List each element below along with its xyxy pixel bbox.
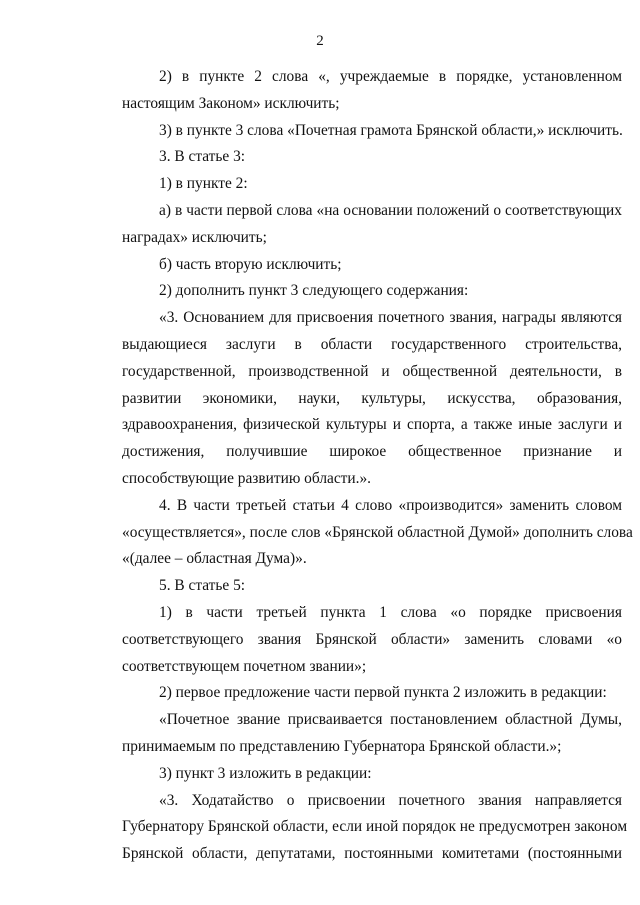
text-line: принимаемым по представлению Губернатора Брянской области.»;: [122, 737, 562, 755]
text-line: а) в части первой слова «на основании положений о соответствующих: [159, 201, 622, 219]
text-line: «3. Основанием для присвоения почетного звания, награды являются: [159, 309, 622, 327]
text-line: здравоохранения, физической культуры и спорта, а также иные заслуги и: [122, 416, 622, 434]
text-line: б) часть вторую исключить;: [159, 255, 342, 273]
text-line: 3) пункт 3 изложить в редакции:: [159, 764, 372, 782]
text-line: 5. В статье 5:: [159, 577, 246, 595]
text-line: Брянской области, депутатами, постоянными комитетами (постоянными: [122, 845, 622, 863]
text-line: 1) в пункте 2:: [159, 175, 248, 193]
text-line: государственной, производственной и общественной деятельности, в: [122, 362, 622, 380]
page-number: 2: [316, 33, 324, 49]
text-line: 3. В статье 3:: [159, 148, 246, 166]
text-line: соответствующем почетном звании»;: [122, 657, 367, 675]
text-line: Губернатору Брянской области, если иной порядок не предусмотрен законом: [122, 818, 628, 836]
text-line: 2) в пункте 2 слова «, учреждаемые в порядке, установленном: [159, 68, 622, 85]
text-line: «Почетное звание присваивается постановлением областной Думы,: [159, 711, 622, 729]
text-line: соответствующего звания Брянской области» заменить словами «о: [122, 630, 622, 648]
text-line: настоящим Законом» исключить;: [122, 94, 340, 112]
text-line: достижения, получившие широкое общественное признание и: [122, 443, 622, 461]
text-line: «(далее – областная Дума)».: [122, 550, 307, 568]
text-line: 3) в пункте 3 слова «Почетная грамота Брянской области,» исключить.: [159, 121, 623, 139]
text-line: способствующие развитию области.».: [122, 469, 372, 487]
text-line: 2) первое предложение части первой пункта 2 изложить в редакции:: [159, 684, 607, 702]
text-line: 1) в части третьей пункта 1 слова «о порядке присвоения: [159, 603, 622, 621]
text-line: 4. В части третьей статьи 4 слово «производится» заменить словом: [159, 496, 622, 514]
text-line: развитии экономики, науки, культуры, искусства, образования,: [122, 389, 622, 407]
text-line: «3. Ходатайство о присвоении почетного звания направляется: [159, 791, 622, 809]
text-line: выдающиеся заслуги в области государственного строительства,: [122, 335, 622, 353]
document-body: [122, 64, 633, 868]
text-line: 2) дополнить пункт 3 следующего содержания:: [159, 282, 469, 300]
text-line: «осуществляется», после слов «Брянской областной Думой» дополнить слова: [122, 523, 633, 541]
text-line: наградах» исключить;: [122, 228, 267, 246]
